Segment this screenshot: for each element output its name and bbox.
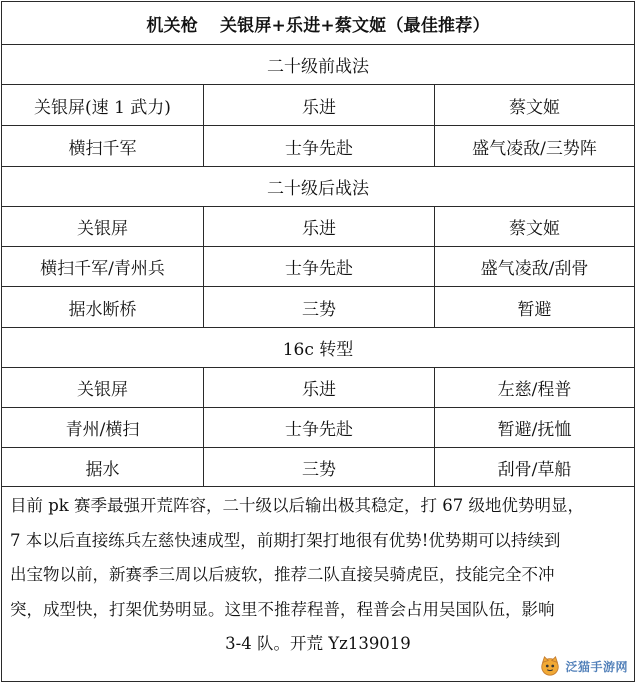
table-cell: 盛气凌敌/三势阵 [472, 138, 597, 159]
table-row [2, 448, 634, 487]
title-lineup: 关银屏+乐进+蔡文姬（最佳推荐） [219, 15, 490, 36]
table-cell: 蔡文姬 [509, 97, 560, 118]
table-cell: 三势 [204, 287, 435, 327]
table-cell: 左慈/程普 [497, 380, 572, 400]
table-cell: 关银屏(速 1 武力) [2, 85, 204, 125]
table-cell: 乐进 [204, 207, 435, 246]
table-cell: 关银屏 [2, 368, 204, 407]
table-row [2, 408, 634, 448]
table-cell: 据水断桥 [2, 287, 204, 327]
table-cell: 暂避/抚恤 [497, 420, 572, 440]
strategy-note [2, 487, 634, 681]
table-row [2, 126, 634, 167]
table-cell: 横扫千军 [2, 126, 204, 166]
table-cell: 关银屏 [2, 207, 204, 246]
table-cell: 暂避 [517, 299, 552, 320]
cat-face-logo-icon [539, 655, 561, 677]
table-cell: 乐进 [204, 85, 435, 125]
table-cell: 士争先赴 [204, 126, 435, 166]
table-row [2, 368, 634, 408]
note-line: 出宝物以前，新赛季三周以后疲软，推荐二队直接吴骑虎臣，技能完全不冲 [10, 565, 555, 584]
table-row [2, 247, 634, 287]
table-cell: 乐进 [204, 368, 435, 407]
title-row [2, 2, 634, 45]
title-weapon: 机关枪 [146, 15, 198, 36]
section-header: 二十级前战法 [267, 57, 369, 77]
section-header: 16c 转型 [282, 340, 354, 360]
note-line: 7 本以后直接练兵左慈快速成型，前期打架打地很有优势!优势期可以持续到 [10, 530, 561, 550]
site-watermark [539, 655, 628, 677]
section-header-row [2, 45, 634, 85]
table-cell: 三势 [204, 448, 435, 486]
table-cell: 盛气凌敌/刮骨 [480, 259, 589, 279]
table-title [2, 2, 634, 44]
table-row [2, 85, 634, 126]
table-cell: 士争先赴 [204, 408, 435, 447]
watermark-text: 泛猫手游网 [565, 659, 628, 674]
table-cell: 刮骨/草船 [497, 459, 572, 480]
note-line: 突，成型快，打架优势明显。这里不推荐程普，程普会占用吴国队伍，影响 [10, 599, 555, 619]
section-header-row [2, 328, 634, 368]
note-line: 3-4 队。开荒 Yz139019 [225, 634, 411, 653]
section-header: 二十级后战法 [267, 179, 369, 199]
table-cell: 据水 [2, 448, 204, 486]
table-cell: 蔡文姬 [509, 219, 560, 239]
section-header-row [2, 167, 634, 207]
table-cell: 士争先赴 [204, 247, 435, 286]
strategy-table [1, 1, 635, 682]
table-cell: 横扫千军/青州兵 [2, 247, 204, 286]
table-cell: 青州/横扫 [2, 408, 204, 447]
note-line: 目前 pk 赛季最强开荒阵容，二十级以后输出极其稳定，打 67 级地优势明显， [10, 496, 585, 515]
table-row [2, 207, 634, 247]
table-row [2, 287, 634, 328]
